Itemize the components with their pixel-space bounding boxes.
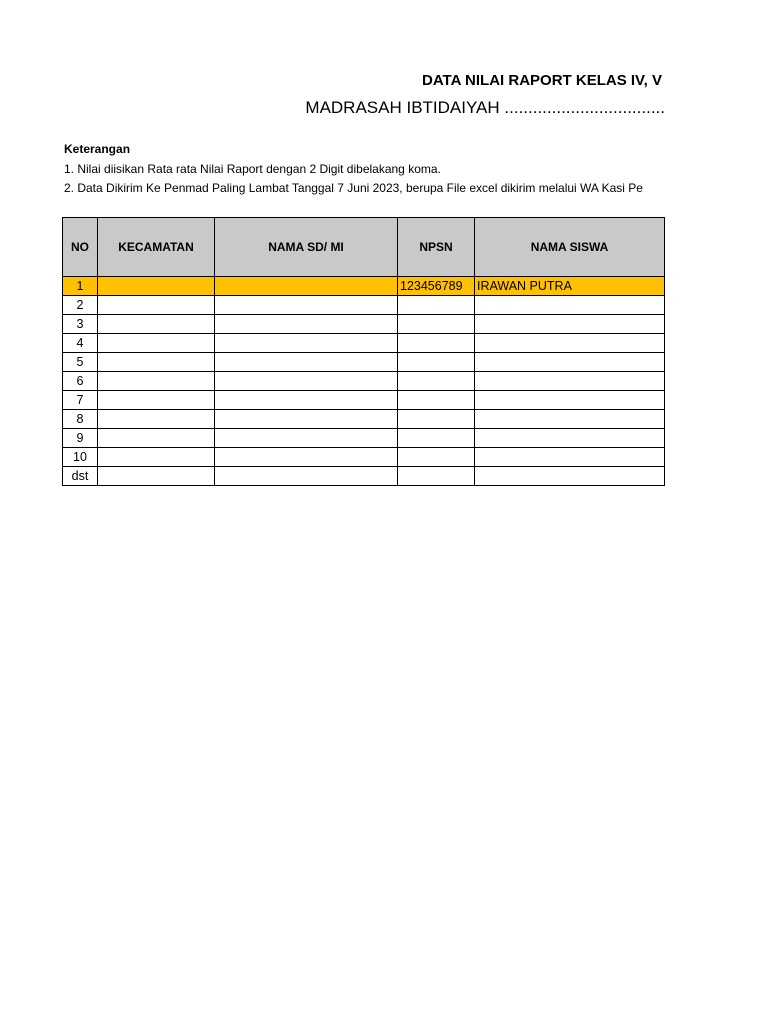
cell-nama-siswa[interactable]: [475, 315, 665, 334]
header-kecamatan[interactable]: KECAMATAN: [98, 218, 215, 277]
cell-npsn[interactable]: [398, 315, 475, 334]
cell-no[interactable]: dst: [63, 467, 98, 486]
table-row: [63, 372, 665, 391]
cell-no[interactable]: 7: [63, 391, 98, 410]
cell-no[interactable]: 9: [63, 429, 98, 448]
cell-nama-sd-mi[interactable]: [215, 391, 398, 410]
cell-kecamatan[interactable]: [98, 448, 215, 467]
cell-nama-siswa[interactable]: [475, 334, 665, 353]
table-row: [63, 334, 665, 353]
cell-npsn[interactable]: [398, 296, 475, 315]
cell-nama-sd-mi[interactable]: [215, 410, 398, 429]
cell-no[interactable]: 6: [63, 372, 98, 391]
cell-kecamatan[interactable]: [98, 315, 215, 334]
keterangan-heading: Keterangan: [64, 142, 131, 156]
cell-kecamatan[interactable]: [98, 277, 215, 296]
cell-npsn[interactable]: 123456789: [398, 277, 475, 296]
cell-nama-sd-mi[interactable]: [215, 296, 398, 315]
cell-nama-sd-mi[interactable]: [215, 277, 398, 296]
cell-npsn[interactable]: [398, 467, 475, 486]
cell-nama-siswa[interactable]: [475, 353, 665, 372]
cell-nama-siswa[interactable]: [475, 391, 665, 410]
cell-nama-siswa[interactable]: [475, 296, 665, 315]
cell-npsn[interactable]: [398, 372, 475, 391]
cell-nama-siswa[interactable]: IRAWAN PUTRA: [475, 277, 665, 296]
header-npsn[interactable]: NPSN: [398, 218, 475, 277]
cell-kecamatan[interactable]: [98, 391, 215, 410]
cell-nama-sd-mi[interactable]: [215, 448, 398, 467]
table-row: [63, 410, 665, 429]
cell-npsn[interactable]: [398, 391, 475, 410]
cell-npsn[interactable]: [398, 410, 475, 429]
header-nama-siswa[interactable]: NAMA SISWA: [475, 218, 665, 277]
cell-no[interactable]: 2: [63, 296, 98, 315]
table-row: [63, 315, 665, 334]
cell-kecamatan[interactable]: [98, 334, 215, 353]
document-title: DATA NILAI RAPORT KELAS IV, V: [421, 72, 662, 89]
table-body: [63, 277, 665, 486]
cell-kecamatan[interactable]: [98, 429, 215, 448]
cell-npsn[interactable]: [398, 429, 475, 448]
cell-nama-siswa[interactable]: [475, 467, 665, 486]
table-row: [63, 448, 665, 467]
document-subtitle: MADRASAH IBTIDAIYAH ..................................: [305, 98, 665, 117]
cell-npsn[interactable]: [398, 334, 475, 353]
table-header-row: [63, 218, 665, 277]
cell-kecamatan[interactable]: [98, 296, 215, 315]
cell-nama-siswa[interactable]: [475, 372, 665, 391]
table-row: [63, 296, 665, 315]
cell-kecamatan[interactable]: [98, 353, 215, 372]
cell-no[interactable]: 10: [63, 448, 98, 467]
note-2: 2. Data Dikirim Ke Penmad Paling Lambat Tanggal 7 Juni 2023, berupa File excel dikirim melalui WA Kasi Pe: [64, 181, 643, 195]
data-table: [62, 217, 665, 486]
cell-nama-siswa[interactable]: [475, 410, 665, 429]
cell-nama-sd-mi[interactable]: [215, 372, 398, 391]
header-nama-sd-mi[interactable]: NAMA SD/ MI: [215, 218, 398, 277]
cell-no[interactable]: 5: [63, 353, 98, 372]
cell-no[interactable]: 4: [63, 334, 98, 353]
cell-no[interactable]: 1: [63, 277, 98, 296]
header-no[interactable]: NO: [63, 218, 98, 277]
cell-kecamatan[interactable]: [98, 410, 215, 429]
cell-nama-siswa[interactable]: [475, 429, 665, 448]
cell-no[interactable]: 3: [63, 315, 98, 334]
cell-npsn[interactable]: [398, 353, 475, 372]
cell-nama-sd-mi[interactable]: [215, 353, 398, 372]
note-1: 1. Nilai diisikan Rata rata Nilai Raport dengan 2 Digit dibelakang koma.: [64, 162, 441, 176]
cell-nama-siswa[interactable]: [475, 448, 665, 467]
cell-nama-sd-mi[interactable]: [215, 315, 398, 334]
table-row: [63, 429, 665, 448]
cell-npsn[interactable]: [398, 448, 475, 467]
cell-nama-sd-mi[interactable]: [215, 334, 398, 353]
table-row: [63, 391, 665, 410]
cell-no[interactable]: 8: [63, 410, 98, 429]
cell-nama-sd-mi[interactable]: [215, 467, 398, 486]
table-row: [63, 353, 665, 372]
cell-kecamatan[interactable]: [98, 467, 215, 486]
table-row: [63, 277, 665, 296]
cell-kecamatan[interactable]: [98, 372, 215, 391]
table-row: [63, 467, 665, 486]
cell-nama-sd-mi[interactable]: [215, 429, 398, 448]
